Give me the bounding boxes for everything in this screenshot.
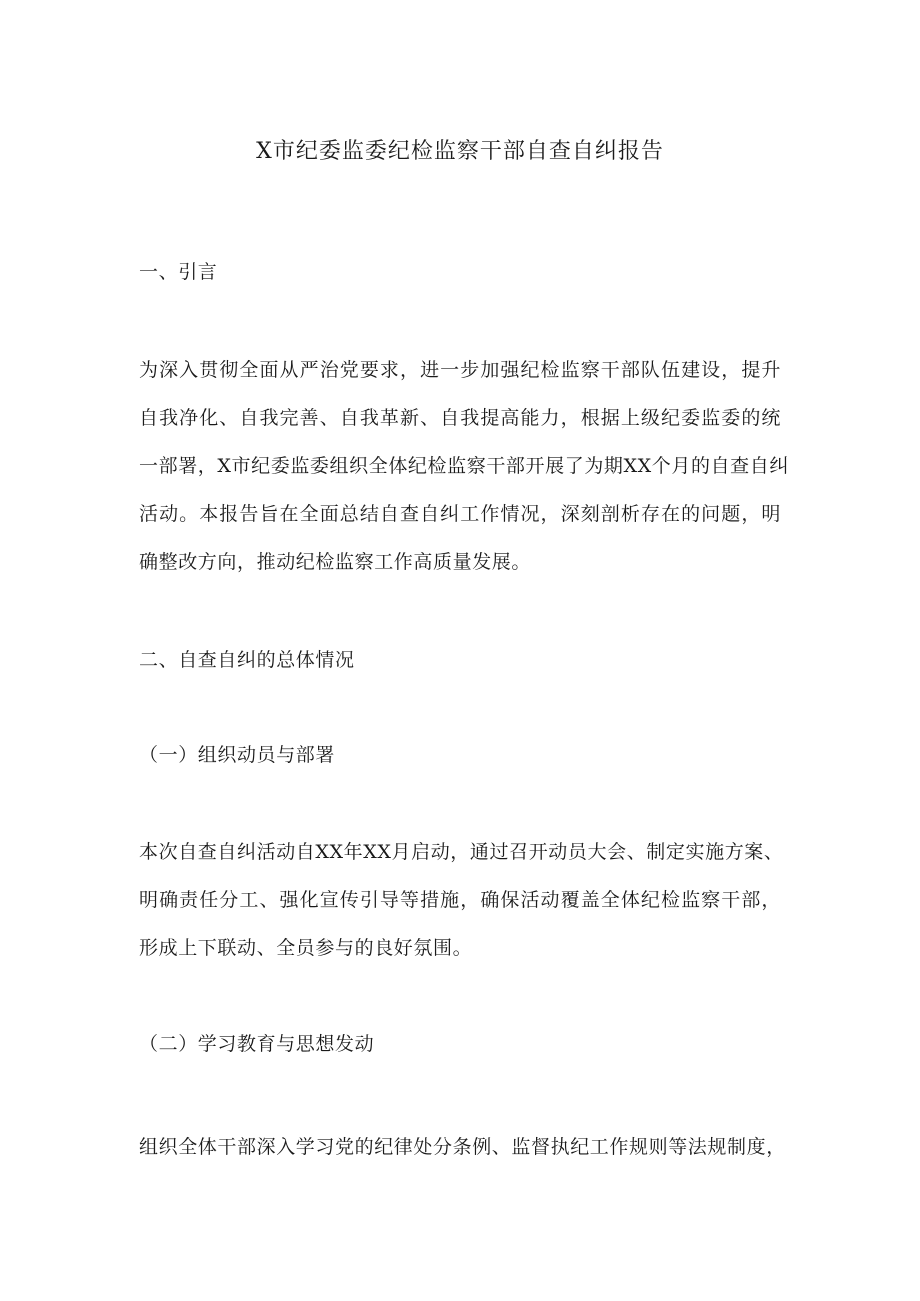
- subsection-heading-study: （二）学习教育与思想发动: [139, 1033, 375, 1055]
- paragraph-line: 本次自查自纠活动自XX年XX月启动，通过召开动员大会、制定实施方案、: [139, 841, 784, 863]
- paragraph-line: 明确责任分工、强化宣传引导等措施，确保活动覆盖全体纪检监察干部，: [139, 889, 781, 911]
- document-title: X市纪委监委纪检监察干部自查自纠报告: [256, 139, 664, 164]
- paragraph-line: 一部署，X市纪委监委组织全体纪检监察干部开展了为期XX个月的自查自纠: [139, 455, 789, 477]
- paragraph-line: 形成上下联动、全员参与的良好氛围。: [139, 937, 473, 959]
- paragraph-line: 确整改方向，推动纪检监察工作高质量发展。: [139, 551, 532, 573]
- paragraph-line: 为深入贯彻全面从严治党要求，进一步加强纪检监察干部队伍建设，提升: [139, 359, 781, 381]
- paragraph-line: 活动。本报告旨在全面总结自查自纠工作情况，深刻剖析存在的问题，明: [139, 503, 781, 525]
- subsection-heading-mobilization: （一）组织动员与部署: [139, 744, 336, 766]
- section-heading-overview: 二、自查自纠的总体情况: [139, 649, 355, 671]
- paragraph-line: 组织全体干部深入学习党的纪律处分条例、监督执纪工作规则等法规制度，: [139, 1136, 786, 1158]
- paragraph-line: 自我净化、自我完善、自我革新、自我提高能力，根据上级纪委监委的统: [139, 407, 781, 429]
- section-heading-intro: 一、引言: [139, 261, 218, 283]
